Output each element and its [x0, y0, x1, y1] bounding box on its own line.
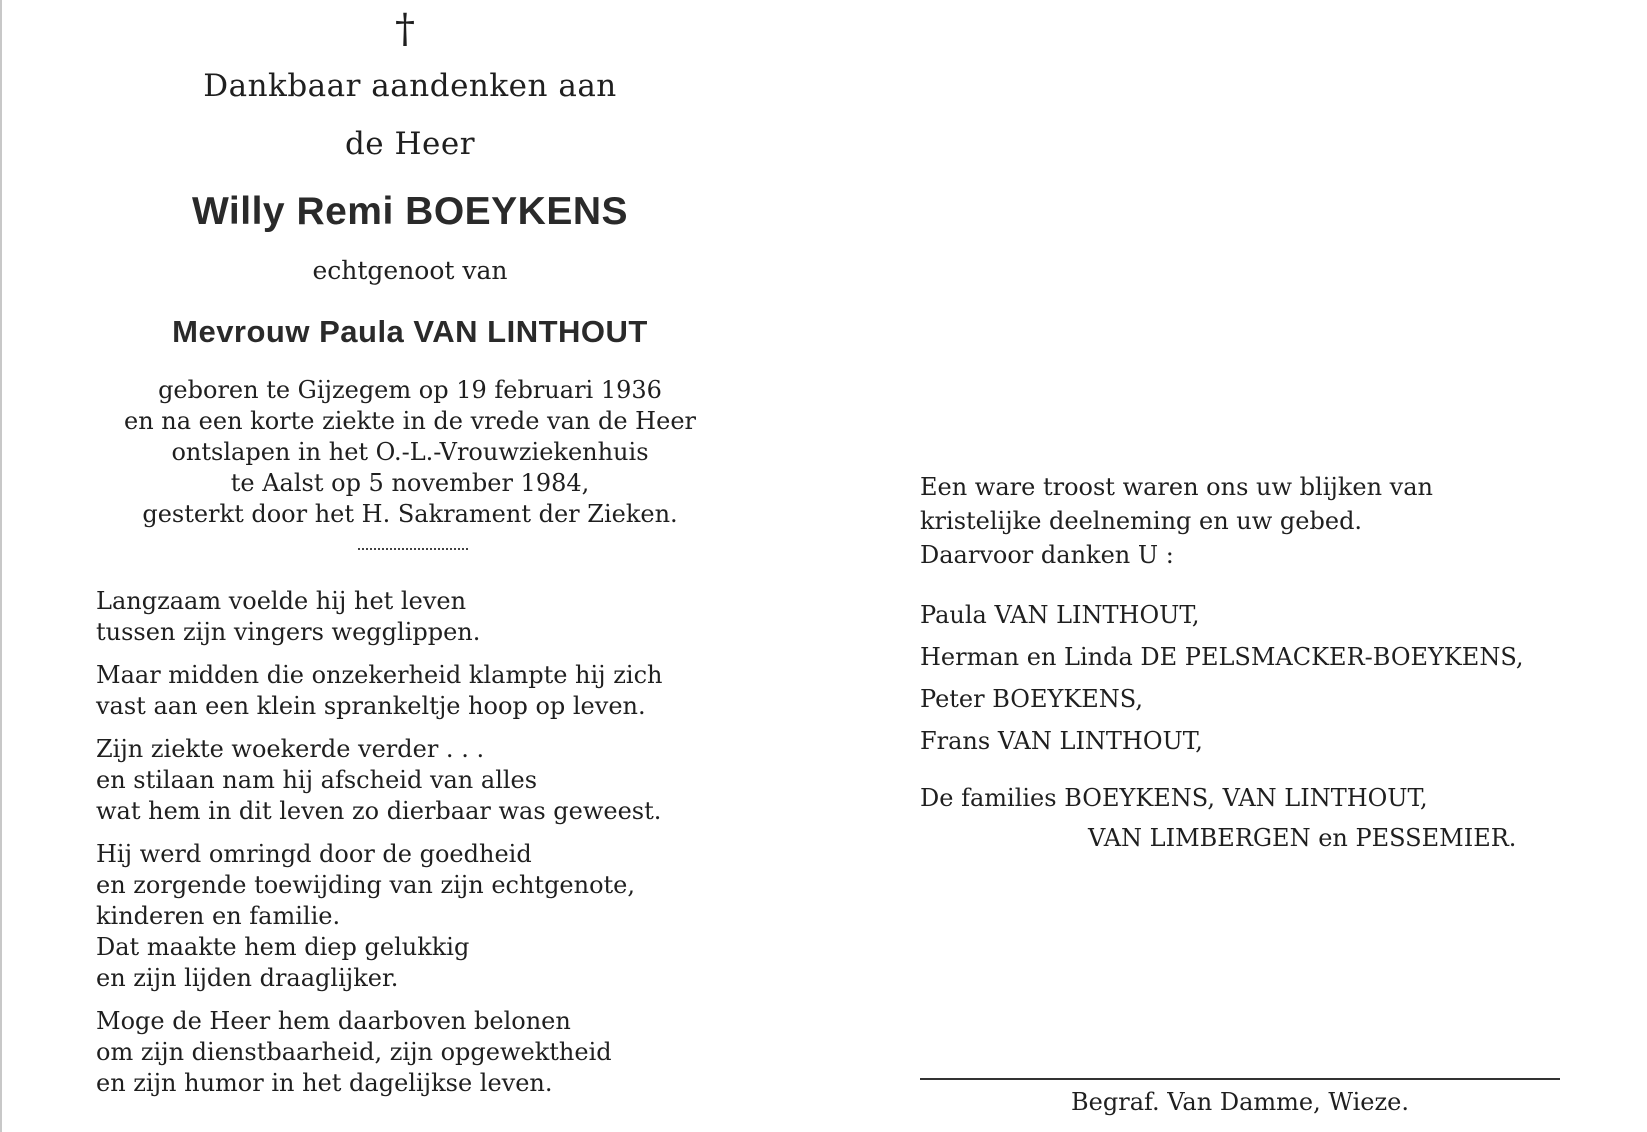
- thanks-line: Daarvoor danken U :: [920, 541, 1174, 569]
- bio-line: geboren te Gijzegem op 19 februari 1936: [158, 376, 662, 404]
- poem-line: en zorgende toewijding van zijn echtgenote,: [96, 871, 636, 899]
- spouse-name: Mevrouw Paula VAN LINTHOUT: [172, 314, 648, 349]
- poem-line: vast aan een klein sprankeltje hoop op leven.: [96, 692, 646, 720]
- family-member: Frans VAN LINTHOUT,: [920, 727, 1203, 755]
- family-member: Paula VAN LINTHOUT,: [920, 601, 1200, 629]
- intro-heading: Dankbaar aandenken aan: [203, 68, 617, 104]
- thanks-line: Een ware troost waren ons uw blijken van: [920, 473, 1433, 501]
- poem-stanza: [96, 839, 756, 994]
- poem-line: Hij werd omringd door de goedheid: [96, 840, 532, 868]
- poem-line: en zijn humor in het dagelijkse leven.: [96, 1069, 553, 1097]
- poem-line: Maar midden die onzekerheid klampte hij zich: [96, 661, 663, 689]
- poem-line: Dat maakte hem diep gelukkig: [96, 933, 470, 961]
- title-heading: de Heer: [344, 126, 476, 162]
- thanks-message: [920, 470, 1580, 572]
- poem-stanza: [96, 734, 756, 827]
- deceased-name: Willy Remi BOEYKENS: [191, 190, 629, 233]
- bio-line: te Aalst op 5 november 1984,: [230, 469, 590, 497]
- bio-line: gesterkt door het H. Sakrament der Zieken.: [142, 500, 678, 528]
- family-list: [920, 594, 1620, 762]
- dotted-divider: [358, 548, 468, 550]
- relation-text: echtgenoot van: [312, 256, 508, 285]
- family-member: Peter BOEYKENS,: [920, 685, 1144, 713]
- poem-stanza: [96, 586, 756, 648]
- families: [920, 778, 1620, 858]
- undertaker-credit: Begraf. Van Damme, Wieze.: [1071, 1088, 1409, 1116]
- poem-line: om zijn dienstbaarheid, zijn opgewektheid: [96, 1038, 612, 1066]
- poem-line: en zijn lijden draaglijker.: [96, 964, 399, 992]
- poem-line: en stilaan nam hij afscheid van alles: [96, 766, 538, 794]
- poem-line: kinderen en familie.: [96, 902, 341, 930]
- family-member: Herman en Linda DE PELSMACKER-BOEYKENS,: [920, 643, 1524, 671]
- bio-line: ontslapen in het O.-L.-Vrouwziekenhuis: [171, 438, 649, 466]
- poem-stanza: [96, 1006, 756, 1099]
- poem-line: tussen zijn vingers wegglippen.: [96, 618, 481, 646]
- poem-stanza: [96, 660, 756, 722]
- biography: [60, 375, 760, 530]
- scan-edge: [0, 0, 2, 1132]
- families-line: De families BOEYKENS, VAN LINTHOUT,: [920, 784, 1428, 812]
- families-line: VAN LIMBERGEN en PESSEMIER.: [1088, 824, 1517, 852]
- poem-line: Moge de Heer hem daarboven belonen: [96, 1007, 571, 1035]
- poem: [96, 586, 756, 1111]
- poem-line: Zijn ziekte woekerde verder . . .: [96, 735, 485, 763]
- bio-line: en na een korte ziekte in de vrede van de Heer: [123, 407, 696, 435]
- poem-line: Langzaam voelde hij het leven: [96, 587, 467, 615]
- thanks-line: kristelijke deelneming en uw gebed.: [920, 507, 1363, 535]
- cross-icon: †: [395, 6, 415, 52]
- poem-line: wat hem in dit leven zo dierbaar was geweest.: [96, 797, 662, 825]
- footer-rule: [920, 1078, 1560, 1080]
